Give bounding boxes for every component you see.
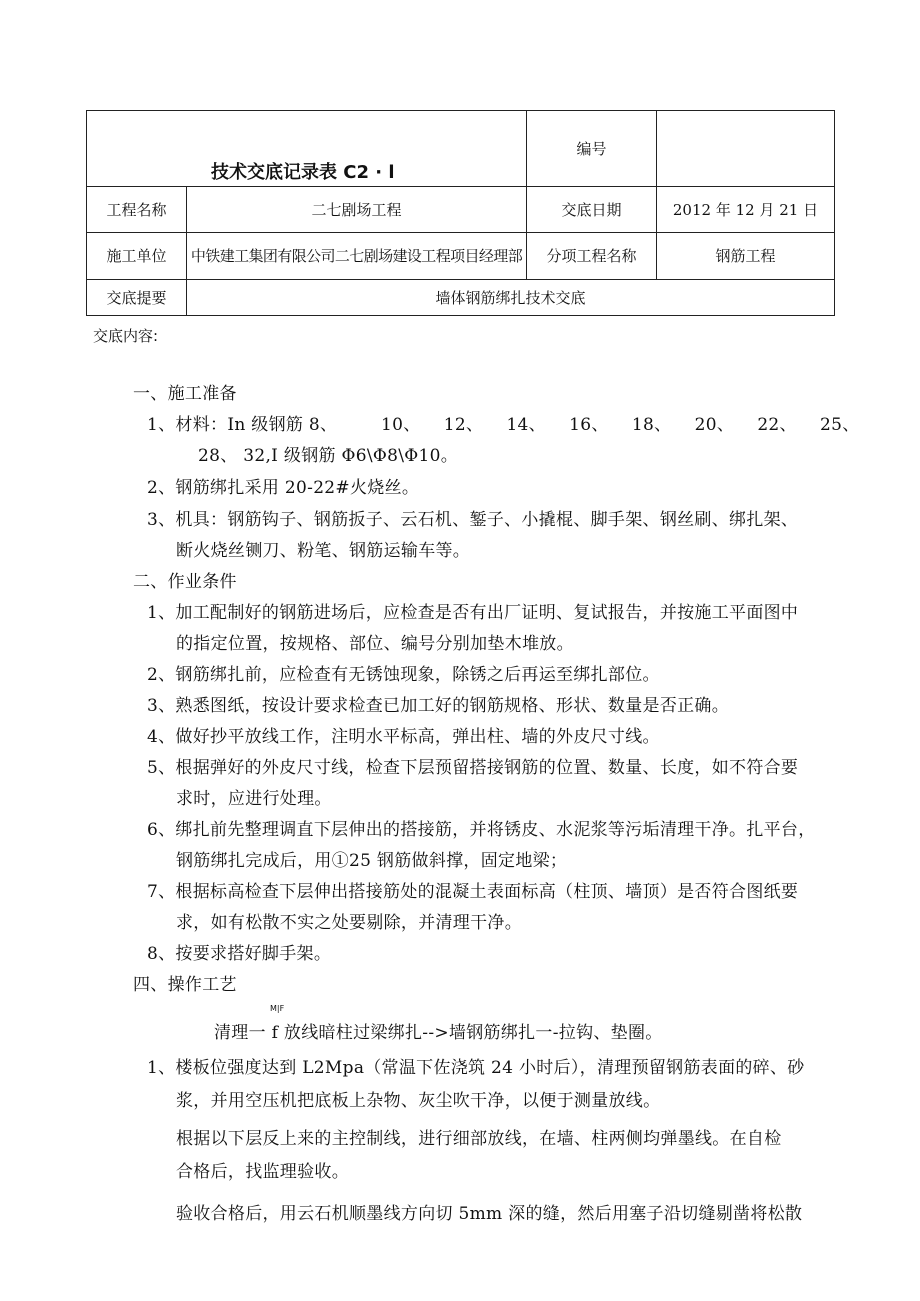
process-1-line-4: 合格后，找监理验收。 — [176, 1162, 349, 1182]
condition-3: 3、熟悉图纸，按设计要求检查已加工好的钢筋规格、形状、数量是否正确。 — [147, 696, 730, 716]
number-value — [657, 111, 835, 187]
tools-line-2: 断火烧丝铡刀、粉笔、钢筋运输车等。 — [176, 541, 471, 561]
process-flow: 清理一 f 放线暗柱过梁绑扎-->墙钢筋绑扎一-拉钩、垫圈。 — [214, 1023, 663, 1043]
size-22: 22、 — [757, 415, 797, 435]
project-name-label: 工程名称 — [87, 187, 187, 233]
process-1-line-2: 浆，并用空压机把底板上杂物、灰尘吹干净，以便于测量放线。 — [176, 1091, 661, 1111]
number-label: 编号 — [527, 111, 657, 187]
process-1-line-5: 验收合格后，用云石机顺墨线方向切 5mm 深的缝，然后用塞子沿切缝剔凿将松散 — [176, 1204, 803, 1224]
condition-7-line-1: 7、根据标高检查下层伸出搭接筋处的混凝土表面标高（柱顶、墙顶）是否符合图纸要 — [147, 882, 799, 902]
record-title: 技术交底记录表 C2 · l — [211, 162, 395, 183]
subproject-label: 分项工程名称 — [527, 233, 657, 280]
record-header-table — [86, 110, 835, 316]
process-1-line-3: 根据以下层反上来的主控制线，进行细部放线，在墙、柱两侧均弹墨线。在自检 — [176, 1129, 782, 1149]
date-value: 2012 年 12 月 21 日 — [657, 187, 835, 233]
unit-value: 中铁建工集团有限公司二七剧场建设工程项目经理部 — [187, 233, 527, 280]
section-heading-process: 四、操作工艺 — [133, 975, 237, 995]
size-12: 12、 — [443, 415, 484, 435]
materials-size-list — [381, 410, 860, 435]
size-10: 10、 — [381, 415, 421, 435]
materials-line-2: 28、 32,I 级钢筋 Φ6\Φ8\Φ10。 — [198, 446, 459, 466]
process-1-line-1: 1、楼板位强度达到 L2Mpa（常温下佐浇筑 24 小时后），清理预留钢筋表面的碎、砂 — [147, 1058, 805, 1078]
subproject-value: 钢筋工程 — [657, 233, 835, 280]
condition-8: 8、按要求搭好脚手架。 — [147, 944, 332, 964]
condition-6-line-2: 钢筋绑扎完成后，用①25 钢筋做斜撑，固定地梁； — [176, 851, 568, 871]
summary-value: 墙体钢筋绑扎技术交底 — [187, 280, 835, 316]
date-label: 交底日期 — [527, 187, 657, 233]
condition-1-line-2: 的指定位置，按规格、部位、编号分别加垫木堆放。 — [176, 634, 574, 654]
binding-wire-line: 2、钢筋绑扎采用 20-22#火烧丝。 — [147, 478, 420, 498]
project-name-value: 二七剧场工程 — [187, 187, 527, 233]
section-heading-conditions: 二、作业条件 — [133, 572, 237, 592]
size-25: 25、 — [820, 415, 860, 435]
condition-1-line-1: 1、加工配制好的钢筋进场后，应检查是否有出厂证明、复试报告，并按施工平面图中 — [147, 603, 799, 623]
size-20: 20、 — [694, 415, 735, 435]
size-18: 18、 — [631, 415, 672, 435]
condition-6-line-1: 6、绑扎前先整理调直下层伸出的搭接筋，并将锈皮、水泥浆等污垢清理干净。扎平台， — [147, 820, 816, 840]
tools-line-1: 3、机具：钢筋钩子、钢筋扳子、云石机、錾子、小撬棍、脚手架、钢丝刷、绑扎架、 — [147, 510, 799, 530]
section-heading-prep: 一、施工准备 — [133, 384, 237, 404]
condition-2: 2、钢筋绑扎前，应检查有无锈蚀现象，除锈之后再运至绑扎部位。 — [147, 665, 660, 685]
condition-4: 4、做好抄平放线工作，注明水平标高，弹出柱、墙的外皮尺寸线。 — [147, 727, 660, 747]
size-16: 16、 — [569, 415, 609, 435]
flow-superscript: M|F — [270, 1004, 285, 1013]
content-label: 交底内容: — [93, 327, 159, 345]
condition-5-line-1: 5、根据弹好的外皮尺寸线，检查下层预留搭接钢筋的位置、数量、长度，如不符合要 — [147, 758, 799, 778]
title-cell — [87, 111, 527, 187]
condition-7-line-2: 求，如有松散不实之处要剔除，并清理干净。 — [176, 913, 522, 933]
condition-5-line-2: 求时，应进行处理。 — [176, 789, 332, 809]
materials-prefix: 1、材料：In 级钢筋 8、 — [147, 415, 338, 435]
size-14: 14、 — [506, 415, 546, 435]
materials-line-1 — [147, 410, 337, 435]
summary-label: 交底提要 — [87, 280, 187, 316]
unit-label: 施工单位 — [87, 233, 187, 280]
